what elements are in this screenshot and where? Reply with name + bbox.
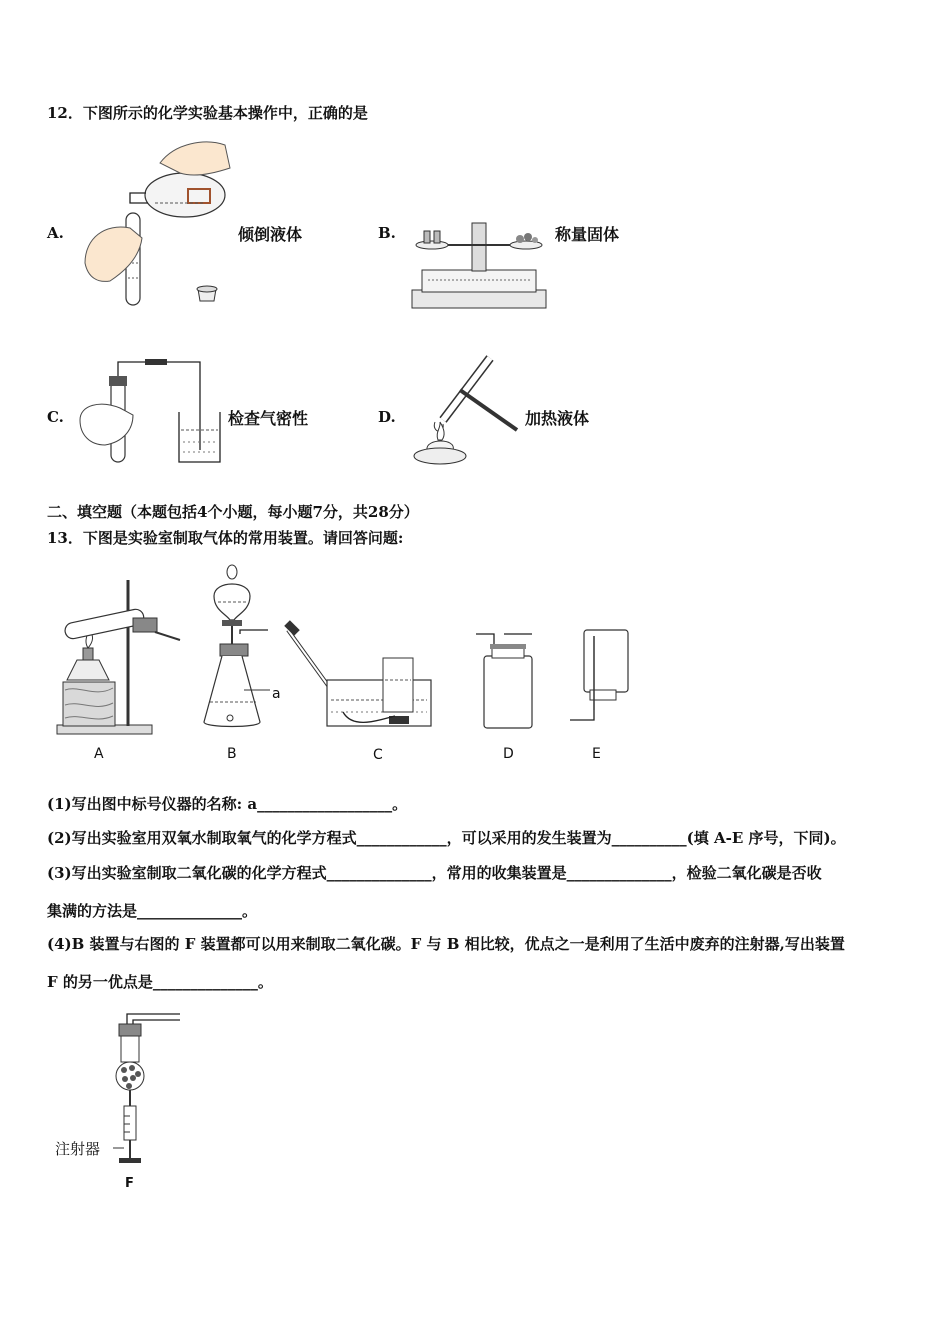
apparatus-d-figure	[474, 628, 539, 732]
apparatus-f-figure	[105, 1008, 185, 1168]
apparatus-e-figure	[568, 628, 633, 732]
option-d-letter: D.	[378, 408, 396, 426]
q13-part-2: (2)写出实验室用双氧水制取氧气的化学方程式____________，可以采用的发生装置为__________(填 A-E 序号，下同)。	[47, 829, 846, 847]
apparatus-a-figure	[55, 580, 185, 740]
apparatus-c-label: C	[373, 747, 383, 763]
heating-liquid-figure	[405, 350, 525, 470]
apparatus-c-figure	[283, 620, 438, 730]
option-b-letter: B.	[378, 224, 396, 242]
apparatus-f-label: F	[125, 1176, 134, 1191]
balance-scale-figure	[410, 215, 550, 315]
q13-part-3: (3)写出实验室制取二氧化碳的化学方程式______________，常用的收集装置是______________，检验二氧化碳是否收	[47, 864, 822, 882]
option-b-caption: 称量固体	[555, 225, 620, 244]
marker-a-label: a	[272, 686, 281, 702]
apparatus-a-label: A	[94, 746, 104, 762]
option-d-caption: 加热液体	[525, 409, 590, 428]
option-c-caption: 检查气密性	[228, 409, 309, 428]
option-a-caption: 倾倒液体	[238, 225, 303, 244]
q13-part-4-cont: F 的另一优点是______________。	[47, 973, 273, 991]
q13-part-4: (4)B 装置与右图的 F 装置都可以用来制取二氧化碳。F 与 B 相比较，优点之一是利用了生活中废弃的注射器,写出装置	[47, 935, 845, 953]
option-c-letter: C.	[47, 408, 64, 426]
question-13-title: 13．下图是实验室制取气体的常用装置。请回答问题:	[47, 529, 404, 547]
question-12-title: 12．下图所示的化学实验基本操作中，正确的是	[47, 104, 368, 122]
q13-part-1: (1)写出图中标号仪器的名称: a__________________。	[47, 795, 408, 813]
apparatus-b-figure	[200, 562, 290, 738]
option-a-letter: A.	[47, 224, 64, 242]
airtightness-check-figure	[75, 350, 230, 470]
section-2-heading: 二、填空题（本题包括4个小题，每小题7分，共28分）	[47, 503, 419, 521]
apparatus-d-label: D	[503, 746, 514, 762]
apparatus-e-label: E	[592, 746, 601, 762]
syringe-label: 注射器	[55, 1140, 101, 1158]
apparatus-b-label: B	[227, 746, 237, 762]
q13-part-3-cont: 集满的方法是______________。	[47, 902, 258, 920]
pouring-liquid-figure	[80, 133, 240, 313]
